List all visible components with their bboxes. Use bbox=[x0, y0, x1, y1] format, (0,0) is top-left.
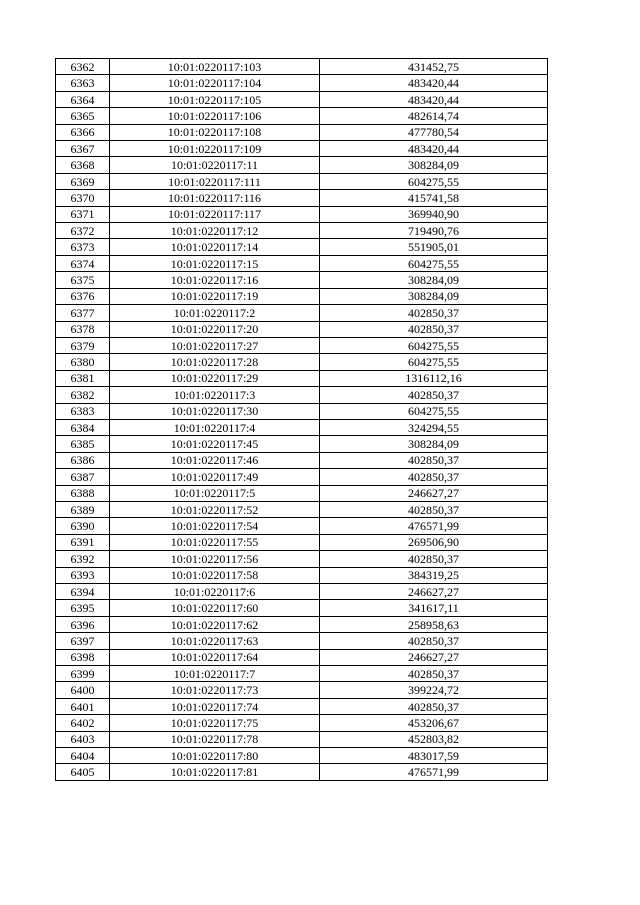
table-row bbox=[56, 223, 548, 239]
cadastral-number-cell: 10:01:0220117:55 bbox=[110, 534, 320, 550]
cadastral-value-cell: 308284,09 bbox=[320, 272, 548, 288]
cadastral-number-cell: 10:01:0220117:5 bbox=[110, 485, 320, 501]
cadastral-value-cell: 551905,01 bbox=[320, 239, 548, 255]
cadastral-value-cell: 604275,55 bbox=[320, 403, 548, 419]
table-row bbox=[56, 206, 548, 222]
cadastral-value-cell: 402850,37 bbox=[320, 305, 548, 321]
table-row bbox=[56, 354, 548, 370]
row-number-cell: 6398 bbox=[56, 649, 110, 665]
cadastral-number-cell: 10:01:0220117:106 bbox=[110, 108, 320, 124]
cadastral-number-cell: 10:01:0220117:74 bbox=[110, 698, 320, 714]
table-row bbox=[56, 600, 548, 616]
cadastral-number-cell: 10:01:0220117:104 bbox=[110, 75, 320, 91]
row-number-cell: 6381 bbox=[56, 370, 110, 386]
cadastral-number-cell: 10:01:0220117:3 bbox=[110, 387, 320, 403]
row-number-cell: 6372 bbox=[56, 223, 110, 239]
row-number-cell: 6368 bbox=[56, 157, 110, 173]
table-row bbox=[56, 419, 548, 435]
cadastral-value-cell: 415741,58 bbox=[320, 190, 548, 206]
table-row bbox=[56, 59, 548, 75]
row-number-cell: 6403 bbox=[56, 731, 110, 747]
row-number-cell: 6394 bbox=[56, 584, 110, 600]
cadastral-number-cell: 10:01:0220117:2 bbox=[110, 305, 320, 321]
cadastral-number-cell: 10:01:0220117:45 bbox=[110, 436, 320, 452]
cadastral-value-cell: 604275,55 bbox=[320, 337, 548, 353]
cadastral-number-cell: 10:01:0220117:109 bbox=[110, 141, 320, 157]
row-number-cell: 6388 bbox=[56, 485, 110, 501]
table-row bbox=[56, 469, 548, 485]
row-number-cell: 6386 bbox=[56, 452, 110, 468]
cadastral-number-cell: 10:01:0220117:108 bbox=[110, 124, 320, 140]
cadastral-value-cell: 477780,54 bbox=[320, 124, 548, 140]
row-number-cell: 6363 bbox=[56, 75, 110, 91]
cadastral-number-cell: 10:01:0220117:30 bbox=[110, 403, 320, 419]
table-row bbox=[56, 157, 548, 173]
cadastral-number-cell: 10:01:0220117:7 bbox=[110, 666, 320, 682]
cadastral-value-cell: 483420,44 bbox=[320, 91, 548, 107]
table-row bbox=[56, 124, 548, 140]
cadastral-number-cell: 10:01:0220117:56 bbox=[110, 551, 320, 567]
cadastral-value-cell: 604275,55 bbox=[320, 354, 548, 370]
row-number-cell: 6392 bbox=[56, 551, 110, 567]
cadastral-number-cell: 10:01:0220117:29 bbox=[110, 370, 320, 386]
cadastral-number-cell: 10:01:0220117:16 bbox=[110, 272, 320, 288]
row-number-cell: 6364 bbox=[56, 91, 110, 107]
cadastral-number-cell: 10:01:0220117:103 bbox=[110, 59, 320, 75]
cadastral-value-cell: 604275,55 bbox=[320, 255, 548, 271]
cadastral-number-cell: 10:01:0220117:64 bbox=[110, 649, 320, 665]
table-row bbox=[56, 584, 548, 600]
cadastral-number-cell: 10:01:0220117:62 bbox=[110, 616, 320, 632]
row-number-cell: 6384 bbox=[56, 419, 110, 435]
table-row bbox=[56, 272, 548, 288]
cadastral-value-cell: 402850,37 bbox=[320, 698, 548, 714]
row-number-cell: 6366 bbox=[56, 124, 110, 140]
cadastral-number-cell: 10:01:0220117:78 bbox=[110, 731, 320, 747]
cadastral-number-cell: 10:01:0220117:58 bbox=[110, 567, 320, 583]
cadastral-value-cell: 402850,37 bbox=[320, 633, 548, 649]
table-row bbox=[56, 190, 548, 206]
row-number-cell: 6402 bbox=[56, 715, 110, 731]
cadastral-number-cell: 10:01:0220117:52 bbox=[110, 501, 320, 517]
table-row bbox=[56, 173, 548, 189]
cadastral-value-cell: 476571,99 bbox=[320, 764, 548, 780]
table-row bbox=[56, 452, 548, 468]
row-number-cell: 6395 bbox=[56, 600, 110, 616]
cadastral-value-cell: 369940,90 bbox=[320, 206, 548, 222]
row-number-cell: 6362 bbox=[56, 59, 110, 75]
cadastral-number-cell: 10:01:0220117:73 bbox=[110, 682, 320, 698]
cadastral-number-cell: 10:01:0220117:12 bbox=[110, 223, 320, 239]
table-row bbox=[56, 288, 548, 304]
row-number-cell: 6378 bbox=[56, 321, 110, 337]
cadastral-value-cell: 483017,59 bbox=[320, 748, 548, 764]
cadastral-number-cell: 10:01:0220117:14 bbox=[110, 239, 320, 255]
row-number-cell: 6401 bbox=[56, 698, 110, 714]
cadastral-value-cell: 431452,75 bbox=[320, 59, 548, 75]
row-number-cell: 6380 bbox=[56, 354, 110, 370]
cadastral-value-table bbox=[55, 58, 548, 781]
cadastral-value-cell: 258958,63 bbox=[320, 616, 548, 632]
cadastral-number-cell: 10:01:0220117:75 bbox=[110, 715, 320, 731]
row-number-cell: 6390 bbox=[56, 518, 110, 534]
cadastral-value-cell: 246627,27 bbox=[320, 649, 548, 665]
cadastral-value-cell: 453206,67 bbox=[320, 715, 548, 731]
cadastral-value-cell: 476571,99 bbox=[320, 518, 548, 534]
cadastral-value-cell: 402850,37 bbox=[320, 501, 548, 517]
row-number-cell: 6396 bbox=[56, 616, 110, 632]
cadastral-number-cell: 10:01:0220117:46 bbox=[110, 452, 320, 468]
cadastral-number-cell: 10:01:0220117:105 bbox=[110, 91, 320, 107]
cadastral-number-cell: 10:01:0220117:54 bbox=[110, 518, 320, 534]
table-row bbox=[56, 649, 548, 665]
row-number-cell: 6405 bbox=[56, 764, 110, 780]
table-row bbox=[56, 698, 548, 714]
row-number-cell: 6397 bbox=[56, 633, 110, 649]
row-number-cell: 6374 bbox=[56, 255, 110, 271]
cadastral-number-cell: 10:01:0220117:81 bbox=[110, 764, 320, 780]
table-row bbox=[56, 337, 548, 353]
row-number-cell: 6375 bbox=[56, 272, 110, 288]
table-row bbox=[56, 715, 548, 731]
row-number-cell: 6373 bbox=[56, 239, 110, 255]
table-row bbox=[56, 91, 548, 107]
row-number-cell: 6376 bbox=[56, 288, 110, 304]
table-row bbox=[56, 682, 548, 698]
table-row bbox=[56, 387, 548, 403]
table-row bbox=[56, 731, 548, 747]
cadastral-number-cell: 10:01:0220117:80 bbox=[110, 748, 320, 764]
row-number-cell: 6382 bbox=[56, 387, 110, 403]
cadastral-value-cell: 402850,37 bbox=[320, 387, 548, 403]
cadastral-number-cell: 10:01:0220117:28 bbox=[110, 354, 320, 370]
cadastral-value-cell: 402850,37 bbox=[320, 469, 548, 485]
table-row bbox=[56, 239, 548, 255]
table-row bbox=[56, 321, 548, 337]
cadastral-value-cell: 341617,11 bbox=[320, 600, 548, 616]
table-row bbox=[56, 305, 548, 321]
cadastral-number-cell: 10:01:0220117:111 bbox=[110, 173, 320, 189]
table-row bbox=[56, 518, 548, 534]
table-row bbox=[56, 108, 548, 124]
cadastral-value-cell: 308284,09 bbox=[320, 157, 548, 173]
table-row bbox=[56, 370, 548, 386]
row-number-cell: 6399 bbox=[56, 666, 110, 682]
table-row bbox=[56, 534, 548, 550]
cadastral-number-cell: 10:01:0220117:49 bbox=[110, 469, 320, 485]
cadastral-value-cell: 402850,37 bbox=[320, 551, 548, 567]
table-row bbox=[56, 141, 548, 157]
cadastral-value-cell: 308284,09 bbox=[320, 288, 548, 304]
cadastral-value-cell: 402850,37 bbox=[320, 452, 548, 468]
cadastral-value-cell: 402850,37 bbox=[320, 321, 548, 337]
cadastral-value-cell: 483420,44 bbox=[320, 141, 548, 157]
row-number-cell: 6383 bbox=[56, 403, 110, 419]
table-row bbox=[56, 436, 548, 452]
cadastral-number-cell: 10:01:0220117:60 bbox=[110, 600, 320, 616]
cadastral-number-cell: 10:01:0220117:117 bbox=[110, 206, 320, 222]
table-row bbox=[56, 764, 548, 780]
cadastral-number-cell: 10:01:0220117:63 bbox=[110, 633, 320, 649]
row-number-cell: 6377 bbox=[56, 305, 110, 321]
cadastral-number-cell: 10:01:0220117:11 bbox=[110, 157, 320, 173]
cadastral-value-cell: 719490,76 bbox=[320, 223, 548, 239]
table-row bbox=[56, 551, 548, 567]
table-row bbox=[56, 567, 548, 583]
cadastral-value-cell: 402850,37 bbox=[320, 666, 548, 682]
row-number-cell: 6389 bbox=[56, 501, 110, 517]
cadastral-value-cell: 604275,55 bbox=[320, 173, 548, 189]
row-number-cell: 6371 bbox=[56, 206, 110, 222]
table-row bbox=[56, 403, 548, 419]
row-number-cell: 6369 bbox=[56, 173, 110, 189]
row-number-cell: 6385 bbox=[56, 436, 110, 452]
table-row bbox=[56, 633, 548, 649]
row-number-cell: 6367 bbox=[56, 141, 110, 157]
cadastral-number-cell: 10:01:0220117:15 bbox=[110, 255, 320, 271]
cadastral-value-cell: 324294,55 bbox=[320, 419, 548, 435]
row-number-cell: 6393 bbox=[56, 567, 110, 583]
table-row bbox=[56, 666, 548, 682]
table-row bbox=[56, 75, 548, 91]
cadastral-value-cell: 246627,27 bbox=[320, 485, 548, 501]
cadastral-number-cell: 10:01:0220117:20 bbox=[110, 321, 320, 337]
row-number-cell: 6400 bbox=[56, 682, 110, 698]
row-number-cell: 6404 bbox=[56, 748, 110, 764]
cadastral-value-cell: 246627,27 bbox=[320, 584, 548, 600]
cadastral-value-cell: 269506,90 bbox=[320, 534, 548, 550]
cadastral-value-cell: 399224,72 bbox=[320, 682, 548, 698]
table-row bbox=[56, 748, 548, 764]
row-number-cell: 6391 bbox=[56, 534, 110, 550]
cadastral-number-cell: 10:01:0220117:27 bbox=[110, 337, 320, 353]
table-body bbox=[56, 59, 548, 781]
row-number-cell: 6365 bbox=[56, 108, 110, 124]
cadastral-value-cell: 1316112,16 bbox=[320, 370, 548, 386]
cadastral-number-cell: 10:01:0220117:4 bbox=[110, 419, 320, 435]
cadastral-number-cell: 10:01:0220117:116 bbox=[110, 190, 320, 206]
cadastral-value-cell: 483420,44 bbox=[320, 75, 548, 91]
table-row bbox=[56, 616, 548, 632]
row-number-cell: 6387 bbox=[56, 469, 110, 485]
row-number-cell: 6379 bbox=[56, 337, 110, 353]
cadastral-number-cell: 10:01:0220117:6 bbox=[110, 584, 320, 600]
cadastral-value-cell: 308284,09 bbox=[320, 436, 548, 452]
table-row bbox=[56, 501, 548, 517]
cadastral-value-cell: 384319,25 bbox=[320, 567, 548, 583]
cadastral-number-cell: 10:01:0220117:19 bbox=[110, 288, 320, 304]
row-number-cell: 6370 bbox=[56, 190, 110, 206]
cadastral-value-cell: 482614,74 bbox=[320, 108, 548, 124]
cadastral-value-cell: 452803,82 bbox=[320, 731, 548, 747]
table-row bbox=[56, 255, 548, 271]
table-row bbox=[56, 485, 548, 501]
